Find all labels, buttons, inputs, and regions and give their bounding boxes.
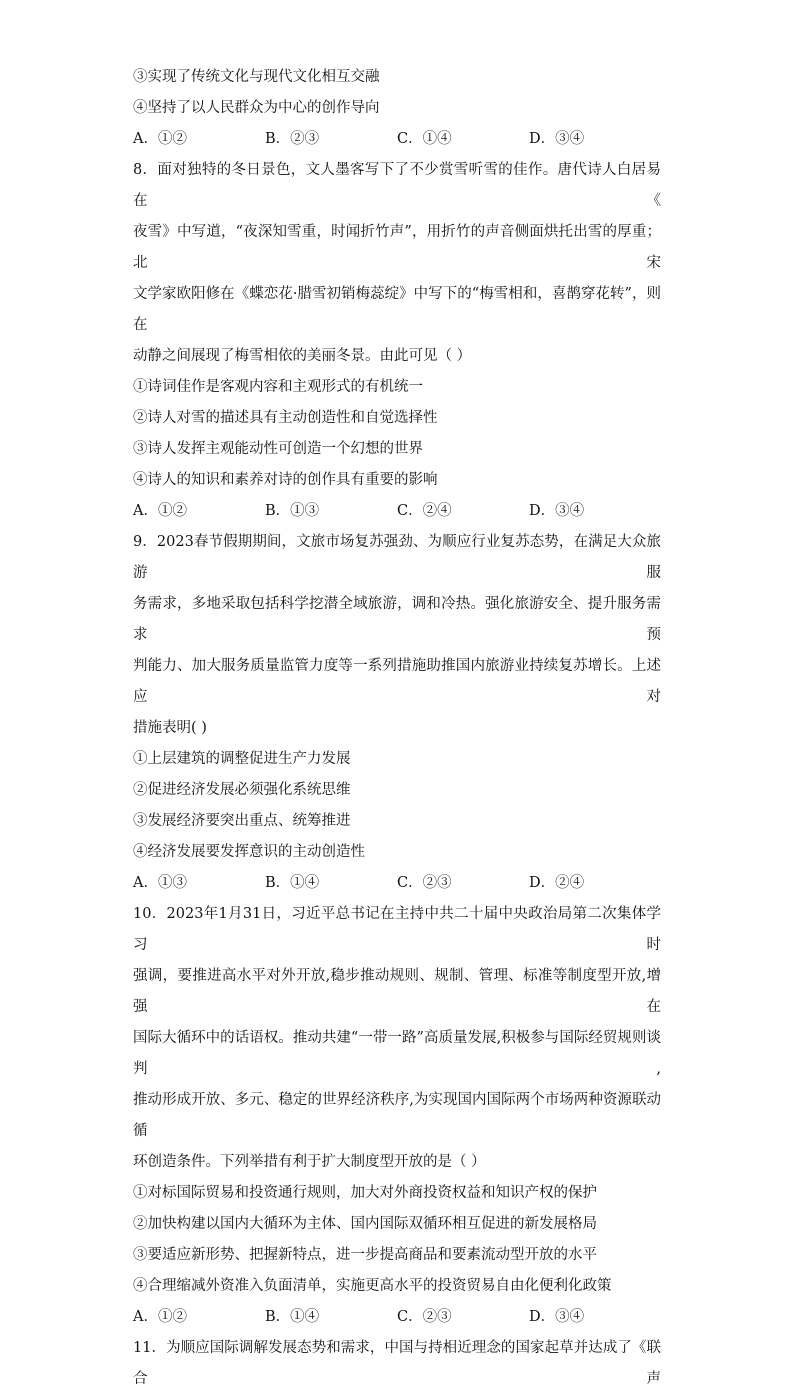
option-item: ④坚持了以人民群众为中心的创作导向 xyxy=(133,100,380,116)
option-item: ③诗人发挥主观能动性可创造一个幻想的世界 xyxy=(133,441,423,457)
answer-c[interactable]: C．①④ xyxy=(397,131,452,147)
question-stem-line: 强调，要推进高水平对外开放,稳步推动规则、规制、管理、标准等制度型开放,增强在 xyxy=(133,968,661,1015)
question-stem-line: 夜雪》中写道，“夜深知雪重，时闻折竹声”，用折竹的声音侧面烘托出雪的厚重；北宋 xyxy=(133,224,661,271)
option-item: ④诗人的知识和素养对诗的创作具有重要的影响 xyxy=(133,472,438,488)
answer-d[interactable]: D．②④ xyxy=(529,875,585,891)
answer-c[interactable]: C．②③ xyxy=(397,1309,452,1325)
option-item: ②诗人对雪的描述具有主动创造性和自觉选择性 xyxy=(133,410,438,426)
question-stem-line: 11．为顺应国际调解发展态势和需求，中国与持相近理念的国家起草并达成了《联合声 xyxy=(133,1340,661,1387)
answer-a[interactable]: A．①② xyxy=(133,131,187,147)
option-item: ②促进经济发展必须强化系统思维 xyxy=(133,782,351,798)
option-item: ①对标国际贸易和投资通行规则，加大对外商投资权益和知识产权的保护 xyxy=(133,1185,597,1201)
question-stem-line: 国际大循环中的话语权。推动共建“一带一路”高质量发展,积极参与国际经贸规则谈判, xyxy=(133,1030,661,1077)
question-stem-line: 动静之间展现了梅雪相依的美丽冬景。由此可见（ ） xyxy=(133,348,472,364)
question-stem-line: 10．2023年1月31日，习近平总书记在主持中共二十届中央政治局第二次集体学习时 xyxy=(133,906,661,953)
question-stem-line: 措施表明( ) xyxy=(133,720,207,736)
option-item: ②加快构建以国内大循环为主体、国内国际双循环相互促进的新发展格局 xyxy=(133,1216,597,1232)
answer-choices xyxy=(133,1302,661,1333)
answer-c[interactable]: C．②④ xyxy=(397,503,452,519)
question-stem-line: 文学家欧阳修在《蝶恋花·腊雪初销梅蕊绽》中写下的“梅雪相和，喜鹊穿花转”，则在 xyxy=(133,286,661,333)
answer-d[interactable]: D．③④ xyxy=(529,503,585,519)
answer-d[interactable]: D．③④ xyxy=(529,131,585,147)
question-stem-line: 9．2023春节假期期间，文旅市场复苏强劲、为顺应行业复苏态势，在满足大众旅游服 xyxy=(133,534,661,581)
answer-b[interactable]: B．①④ xyxy=(265,875,320,891)
answer-c[interactable]: C．②③ xyxy=(397,875,452,891)
answer-d[interactable]: D．③④ xyxy=(529,1309,585,1325)
option-item: ③实现了传统文化与现代文化相互交融 xyxy=(133,69,380,85)
option-item: ③要适应新形势、把握新特点，进一步提高商品和要素流动型开放的水平 xyxy=(133,1247,597,1263)
answer-a[interactable]: A．①③ xyxy=(133,875,187,891)
answer-choices xyxy=(133,496,661,527)
option-item: ④合理缩减外资准入负面清单，实施更高水平的投资贸易自由化便利化政策 xyxy=(133,1278,612,1294)
exam-page xyxy=(133,62,661,1395)
question-stem-line: 推动形成开放、多元、稳定的世界经济秩序,为实现国内国际两个市场两种资源联动循 xyxy=(133,1092,661,1139)
answer-a[interactable]: A．①② xyxy=(133,1309,187,1325)
question-stem-line: 务需求，多地采取包括科学挖潜全域旅游，调和冷热。强化旅游安全、提升服务需求预 xyxy=(133,596,661,643)
question-stem-line: 判能力、加大服务质量监管力度等一系列措施助推国内旅游业持续复苏增长。上述应对 xyxy=(133,658,661,705)
answer-b[interactable]: B．②③ xyxy=(265,131,320,147)
answer-a[interactable]: A．①② xyxy=(133,503,187,519)
question-stem-line: 环创造条件。下列举措有利于扩大制度型开放的是（ ） xyxy=(133,1154,486,1170)
answer-choices xyxy=(133,124,661,155)
answer-b[interactable]: B．①③ xyxy=(265,503,320,519)
option-item: ①上层建筑的调整促进生产力发展 xyxy=(133,751,351,767)
option-item: ③发展经济要突出重点、统筹推进 xyxy=(133,813,351,829)
question-stem-line: 8．面对独特的冬日景色，文人墨客写下了不少赏雪听雪的佳作。唐代诗人白居易在《 xyxy=(133,162,661,209)
answer-choices xyxy=(133,868,661,899)
option-item: ①诗词佳作是客观内容和主观形式的有机统一 xyxy=(133,379,423,395)
option-item: ④经济发展要发挥意识的主动创造性 xyxy=(133,844,365,860)
answer-b[interactable]: B．①④ xyxy=(265,1309,320,1325)
